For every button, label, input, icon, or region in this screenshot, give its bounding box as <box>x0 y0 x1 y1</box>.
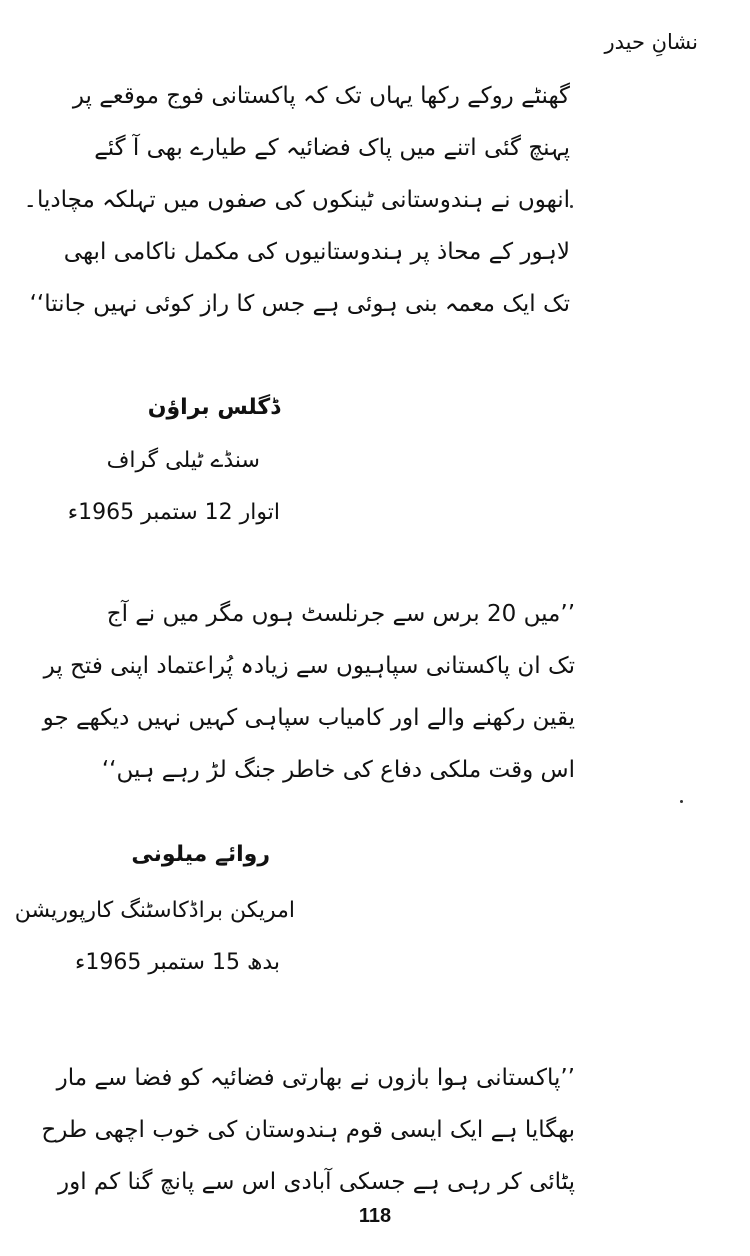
quote-line: اس وقت ملکی دفاع کی خاطر جنگ لڑ رہے ہیں‘‘ <box>101 757 575 783</box>
scan-speck <box>570 205 573 208</box>
attribution-organization: امریکن براڈکاسٹنگ کارپوریشن <box>14 898 295 923</box>
page-number: 118 <box>358 1205 392 1227</box>
quote-block-3 <box>41 1052 575 1208</box>
quote-block-2 <box>42 588 575 796</box>
quote-line: لاہور کے محاذ پر ہندوستانیوں کی مکمل ناکامی ابھی <box>63 239 570 265</box>
attribution-publication: سنڈے ٹیلی گراف <box>106 448 260 473</box>
running-header: نشانِ حیدر <box>604 30 698 54</box>
quote-line: تک ایک معمہ بنی ہوئی ہے جس کا راز کوئی نہیں جانتا‘‘ <box>29 291 570 317</box>
quote-line: گھنٹے روکے رکھا یہاں تک کہ پاکستانی فوج موقعے پر <box>72 83 570 109</box>
quote-line: ’’پاکستانی ہوا بازوں نے بھارتی فضائیہ کو فضا سے مار <box>56 1065 575 1091</box>
quote-line: انھوں نے ہندوستانی ٹینکوں کی صفوں میں تہلکہ مچادیا۔ <box>23 187 570 213</box>
attribution-date: اتوار 12 ستمبر 1965ء <box>67 500 280 525</box>
attribution-name: ڈگلس براؤن <box>147 395 280 420</box>
quote-line: تک ان پاکستانی سپاہیوں سے زیادہ پُراعتماد اپنی فتح پر <box>43 653 575 679</box>
quote-line: پٹائی کر رہی ہے جسکی آبادی اس سے پانچ گنا کم اور <box>58 1169 575 1195</box>
quote-line: ’’میں 20 برس سے جرنلسٹ ہوں مگر میں نے آج <box>106 601 575 627</box>
quote-line: یقین رکھنے والے اور کامیاب سپاہی کہیں نہیں دیکھے جو <box>42 705 575 731</box>
attribution-name: روائے میلونی <box>131 842 270 867</box>
quote-line: بھگایا ہے ایک ایسی قوم ہندوستان کی خوب اچھی طرح <box>41 1117 575 1143</box>
quote-line: پہنچ گئی اتنے میں پاک فضائیہ کے طیارے بھی آ گئے <box>94 135 570 161</box>
scan-speck <box>680 800 683 803</box>
attribution-date: بدھ 15 ستمبر 1965ء <box>75 950 280 975</box>
quote-block-1 <box>23 70 570 330</box>
